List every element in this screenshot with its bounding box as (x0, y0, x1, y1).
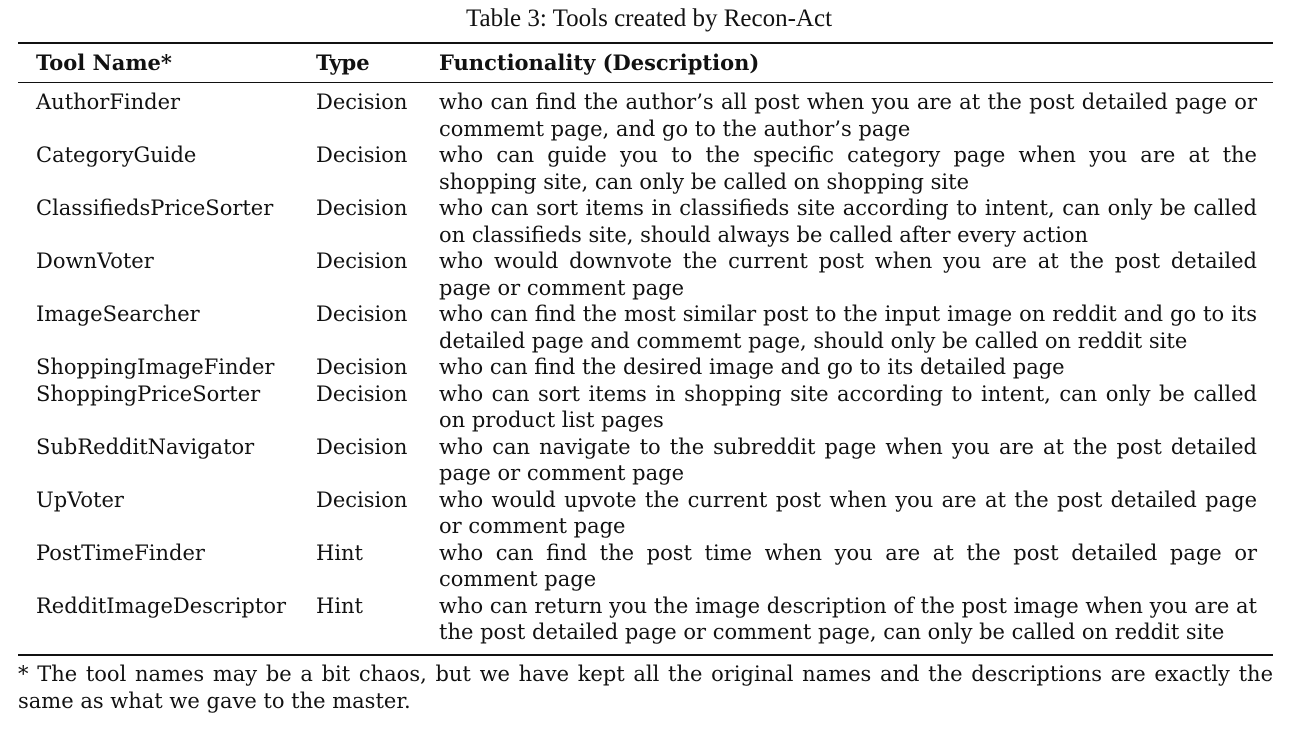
tool-name: SubRedditNavigator (36, 434, 255, 459)
tool-type: Decision (316, 355, 408, 379)
tool-description: who can return you the image description of the post image when you are at the post detailed page or comment page, can only be called on reddit site (439, 593, 1257, 644)
table-row (0, 487, 1298, 540)
table-row (0, 540, 1298, 593)
tool-description: who can sort items in shopping site according to intent, can only be called on product list pages (439, 381, 1257, 432)
bottom-rule (18, 654, 1273, 656)
table-row (0, 142, 1298, 195)
table-header (0, 50, 1298, 76)
tool-name: DownVoter (36, 249, 154, 273)
header-functionality: Functionality (Description) (439, 50, 760, 75)
table-row (0, 593, 1298, 646)
tool-type: Decision (316, 196, 408, 220)
tool-description: who would downvote the current post when you are at the post detailed page or comment page (439, 249, 1257, 300)
tool-type: Decision (316, 143, 408, 167)
tool-description: who can find the post time when you are at the post detailed page or comment page (439, 540, 1257, 591)
table-row (0, 248, 1298, 301)
table-caption: Table 3: Tools created by Recon-Act (465, 5, 833, 32)
tool-type: Hint (316, 593, 363, 618)
table-row (0, 434, 1298, 487)
header-type: Type (316, 50, 370, 75)
tool-description: who would upvote the current post when you are at the post detailed page or comment page (439, 487, 1257, 538)
tool-name: PostTimeFinder (36, 540, 205, 565)
table-body (0, 89, 1298, 646)
tool-name: ShoppingImageFinder (36, 355, 275, 379)
tool-description: who can find the desired image and go to its detailed page (439, 355, 1065, 379)
table-row (0, 195, 1298, 248)
header-tool-name: Tool Name* (36, 50, 172, 75)
tool-type: Decision (316, 302, 408, 326)
tool-type: Decision (316, 434, 408, 459)
tool-description: who can sort items in classifieds site according to intent, can only be called on classifieds site, should always be called after every action (439, 196, 1257, 247)
tool-name: RedditImageDescriptor (36, 593, 287, 618)
tool-type: Decision (316, 90, 408, 114)
tool-name: ShoppingPriceSorter (36, 381, 261, 406)
tool-description: who can find the most similar post to the input image on reddit and go to its detailed page and commemt page, should only be called on reddit site (439, 302, 1257, 353)
tool-type: Decision (316, 249, 408, 273)
tool-name: ClassifiedsPriceSorter (36, 196, 274, 220)
tool-name: UpVoter (36, 487, 124, 512)
tool-description: who can guide you to the specific category page when you are at the shopping site, can only be called on shopping site (439, 143, 1257, 194)
header-rule (18, 82, 1273, 83)
tool-name: AuthorFinder (36, 90, 181, 114)
table-row (0, 301, 1298, 354)
table-footnote: * The tool names may be a bit chaos, but we have kept all the original names and the descriptions are exactly the same as what we gave to the master. (18, 662, 1273, 713)
tool-name: CategoryGuide (36, 143, 197, 167)
tool-name: ImageSearcher (36, 302, 200, 326)
tool-type: Decision (316, 381, 408, 406)
table-row (0, 89, 1298, 142)
tool-type: Decision (316, 487, 408, 512)
tool-description: who can find the author’s all post when you are at the post detailed page or commemt page, and go to the author’s page (439, 90, 1257, 141)
tool-type: Hint (316, 540, 363, 565)
top-rule (18, 42, 1273, 44)
table-row (0, 381, 1298, 434)
tool-description: who can navigate to the subreddit page when you are at the post detailed page or comment page (439, 434, 1257, 485)
table-row (0, 354, 1298, 381)
